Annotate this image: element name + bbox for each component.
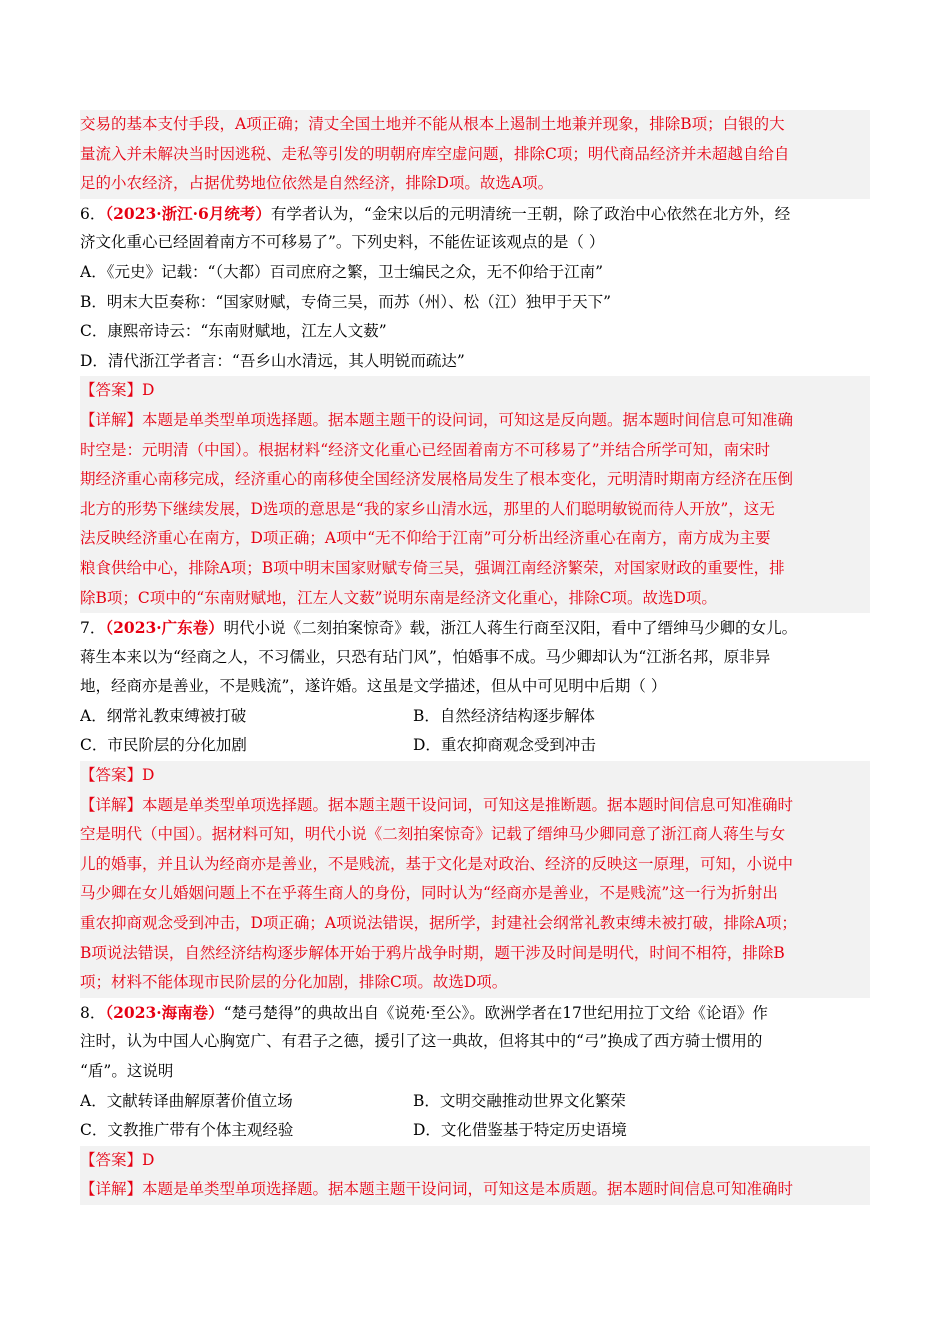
- option-c: C．文教推广带有个体主观经验: [80, 1121, 294, 1140]
- question-stem-line: 地，经商亦是善业，不是贱流”，遂许婚。这虽是文学描述，但从中可见明中后期（ ）: [80, 677, 667, 696]
- explanation-line: 期经济重心南移完成，经济重心的南移使全国经济发展格局发生了根本变化，元明清时期南方经济在压倒: [80, 470, 794, 489]
- question-stem-text: “楚弓楚得”的典故出自《说苑·至公》。欧洲学者在17世纪用拉丁文给《论语》作: [223, 1003, 768, 1022]
- option-a: A．《元史》记载：“（大都）百司庶府之繁，卫士编民之众，无不仰给于江南”: [80, 262, 604, 281]
- answer-block: [80, 1146, 870, 1205]
- answer-label: 【答案】D: [80, 766, 155, 785]
- options-row: [80, 702, 870, 732]
- explanation-line: 儿的婚事，并且认为经商亦是善业，不是贱流，基于文化是对政治、经济的反映这一原理，可知，小说中: [80, 854, 794, 873]
- option-a: A．文献转译曲解原著价值立场: [80, 1091, 293, 1110]
- option-c: C．市民阶层的分化加剧: [80, 736, 247, 755]
- explanation-line: 项；材料不能体现市民阶层的分化加剧，排除C项。故选D项。: [80, 973, 508, 992]
- question-stem-line: [80, 199, 870, 229]
- question-stem-line: “盾”。这说明: [80, 1062, 174, 1080]
- question-source: （2023·浙江·6月统考）: [105, 203, 271, 223]
- question-stem-line: [80, 613, 870, 643]
- explanation-line: 交易的基本支付手段，A项正确；清丈全国土地并不能从根本上遏制土地兼并现象，排除B项；白银的大: [80, 115, 785, 133]
- question-stem-line: 济文化重心已经固着南方不可移易了”。下列史料，不能佐证该观点的是（ ）: [80, 233, 605, 252]
- option-b: B．文明交融推动世界文化繁荣: [413, 1091, 626, 1110]
- explanation-line: 马少卿在女儿婚姻问题上不在乎蒋生商人的身份，同时认为“经商亦是善业，不是贱流”这一行为折射出: [80, 884, 778, 903]
- explanation-line: 足的小农经济，占据优势地位依然是自然经济，排除D项。故选A项。: [80, 174, 554, 193]
- explanation-line: 【详解】本题是单类型单项选择题。据本题主题干设问词，可知这是本质题。据本题时间信息可知准确时: [80, 1180, 794, 1199]
- question-number: 8．: [80, 1003, 106, 1022]
- option-a: A．纲常礼教束缚被打破: [80, 706, 247, 725]
- options-row: [80, 1087, 870, 1117]
- explanation-line: B项说法错误，自然经济结构逐步解体开始于鸦片战争时期，题干涉及时间是明代，时间不相符，排除B: [80, 943, 785, 962]
- explanation-line: 粮食供给中心，排除A项；B项中明末国家财赋专倚三吴，强调江南经济繁荣，对国家财政的重要性，排: [80, 558, 785, 577]
- explanation-line: 时空是：元明清（中国）。根据材料“经济文化重心已经固着南方不可移易了”并结合所学可知，南宋时: [80, 440, 771, 459]
- question-stem-line: [80, 998, 870, 1028]
- option-c: C．康熙帝诗云：“东南财赋地，江左人文薮”: [80, 322, 387, 341]
- answer-block: [80, 376, 870, 613]
- question-source: （2023·广东卷）: [105, 618, 224, 638]
- question-stem-line: 蒋生本来以为“经商之人，不习儒业，只恐有玷门风”，怕婚事不成。马少卿却认为“江浙名邦，原非异: [80, 647, 771, 666]
- question-8: [80, 998, 870, 1205]
- document-page: [80, 110, 870, 1205]
- answer-block: [80, 761, 870, 998]
- question-stem-line: 注时，认为中国人心胸宽广、有君子之德，援引了这一典故，但将其中的“弓”换成了西方骑士惯用的: [80, 1032, 763, 1051]
- question-number: 6．: [80, 204, 106, 223]
- explanation-line: 【详解】本题是单类型单项选择题。据本题主题干的设问词，可知这是反向题。据本题时间信息可知准确: [80, 410, 794, 429]
- explanation-line: 法反映经济重心在南方，D项正确；A项中“无不仰给于江南”可分析出经济重心在南方，南方成为主要: [80, 529, 771, 548]
- option-b: B．自然经济结构逐步解体: [413, 706, 595, 725]
- options-row: [80, 1116, 870, 1146]
- question-7: [80, 613, 870, 998]
- question-6: [80, 199, 870, 613]
- options-row: [80, 731, 870, 761]
- option-d: D．清代浙江学者言：“吾乡山水清远，其人明锐而疏达”: [80, 351, 465, 370]
- option-d: D．重农抑商观念受到冲击: [413, 736, 596, 755]
- prev-explanation: [80, 110, 870, 199]
- explanation-line: 【详解】本题是单类型单项选择题。据本题主题干设问词，可知这是推断题。据本题时间信息可知准确时: [80, 795, 794, 814]
- question-stem-text: 明代小说《二刻拍案惊奇》载，浙江人蒋生行商至汉阳，看中了缙绅马少卿的女儿。: [223, 619, 798, 638]
- question-source: （2023·海南卷）: [105, 1002, 224, 1022]
- explanation-line: 量流入并未解决当时因逃税、走私等引发的明朝府库空虚问题，排除C项；明代商品经济并未超越自给自: [80, 144, 790, 163]
- question-stem-text: 有学者认为，“金宋以后的元明清统一王朝，除了政治中心依然在北方外，经: [270, 204, 791, 223]
- option-d: D．文化借鉴基于特定历史语境: [413, 1121, 627, 1140]
- explanation-line: 北方的形势下继续发展，D选项的意思是“我的家乡山清水远，那里的人们聪明敏锐而待人开放”，这无: [80, 499, 775, 518]
- answer-label: 【答案】D: [80, 381, 155, 400]
- explanation-line: 除B项；C项中的“东南财赋地，江左人文薮”说明东南是经济文化重心，排除C项。故选D项。: [80, 588, 717, 607]
- explanation-line: 重农抑商观念受到冲击，D项正确；A项说法错误，据所学，封建社会纲常礼教束缚未被打破，排除A项；: [80, 914, 797, 933]
- explanation-line: 空是明代（中国）。据材料可知，明代小说《二刻拍案惊奇》记载了缙绅马少卿同意了浙江商人蒋生与女: [80, 825, 786, 844]
- option-b: B．明末大臣奏称：“国家财赋，专倚三吴，而苏（州）、松（江）独甲于天下”: [80, 292, 611, 311]
- answer-label: 【答案】D: [80, 1150, 155, 1169]
- question-number: 7．: [80, 619, 106, 638]
